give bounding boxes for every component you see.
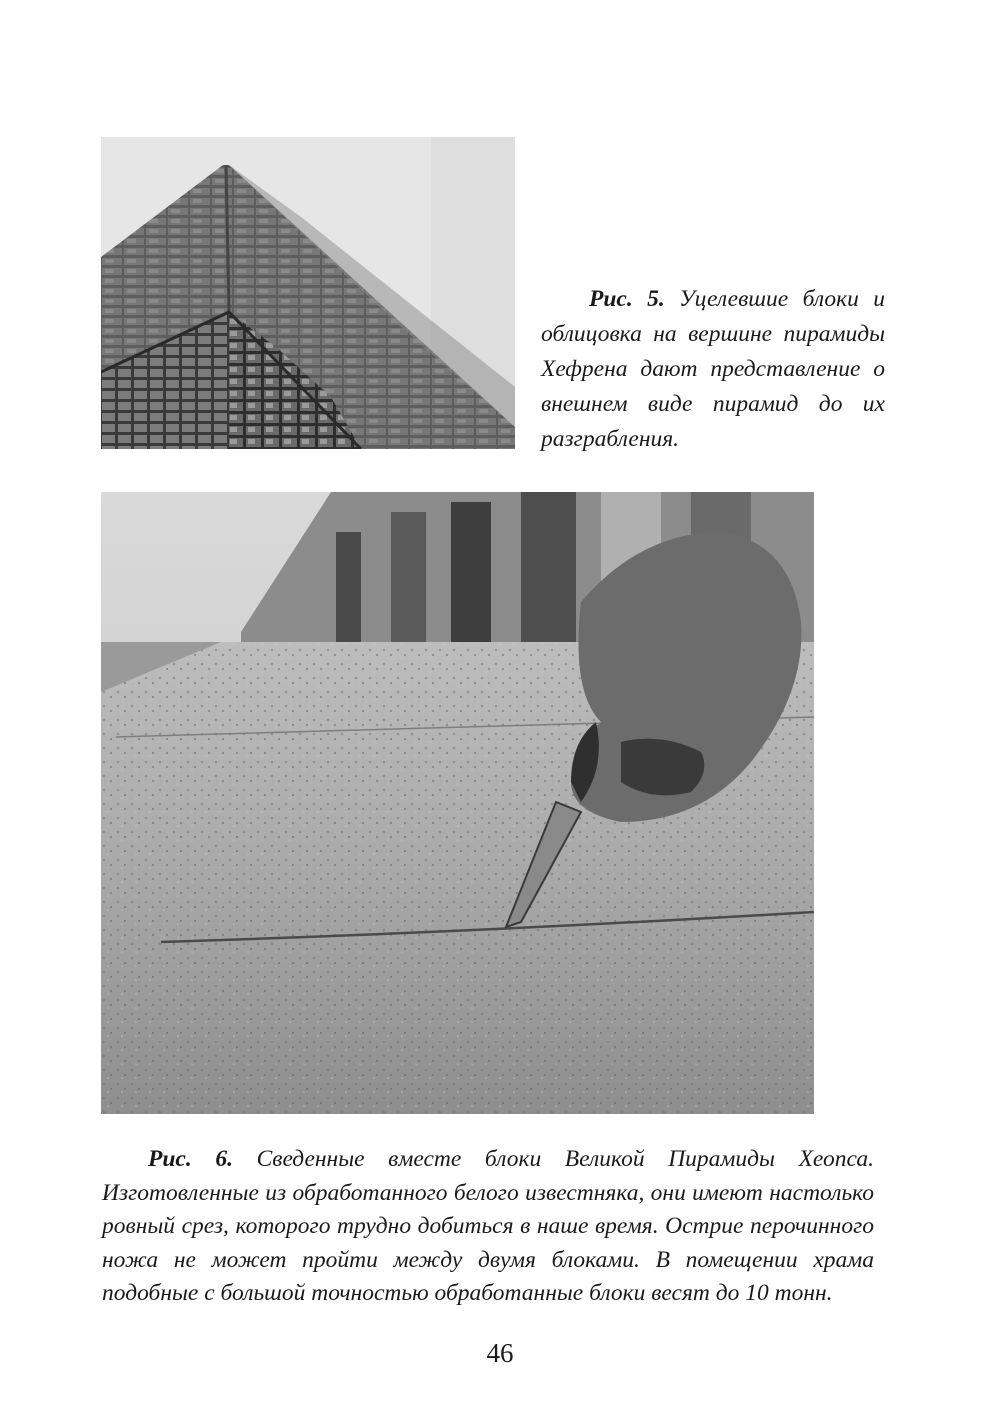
page-number: 46	[486, 1338, 514, 1368]
figure-6-label: Рис. 6.	[148, 1146, 233, 1172]
pyramid-apex-photo	[101, 137, 515, 449]
figure-5-caption-text: Уцелевшие блоки и облицовка на вершине пирамиды Хефрена дают представление о внешнем виде пирамид до их разграбления.	[541, 286, 885, 452]
figure-6-caption-text: Сведенные вместе блоки Великой Пирамиды Хеопса. Изготовленные из обработанного белого известняка, они имеют настолько ровный срез, которого трудно добиться в наше время. Острие перочинного ножа не может пройти между двумя блоками. В помещении храма подобные с большой точностью обработанные блоки весят до 10 тонн.	[102, 1146, 875, 1306]
pyramid-blocks-knife-photo	[101, 492, 814, 1114]
figure-5-caption	[541, 282, 885, 457]
figure-5-label: Рис. 5.	[589, 286, 665, 312]
figure-6-caption	[102, 1143, 874, 1311]
